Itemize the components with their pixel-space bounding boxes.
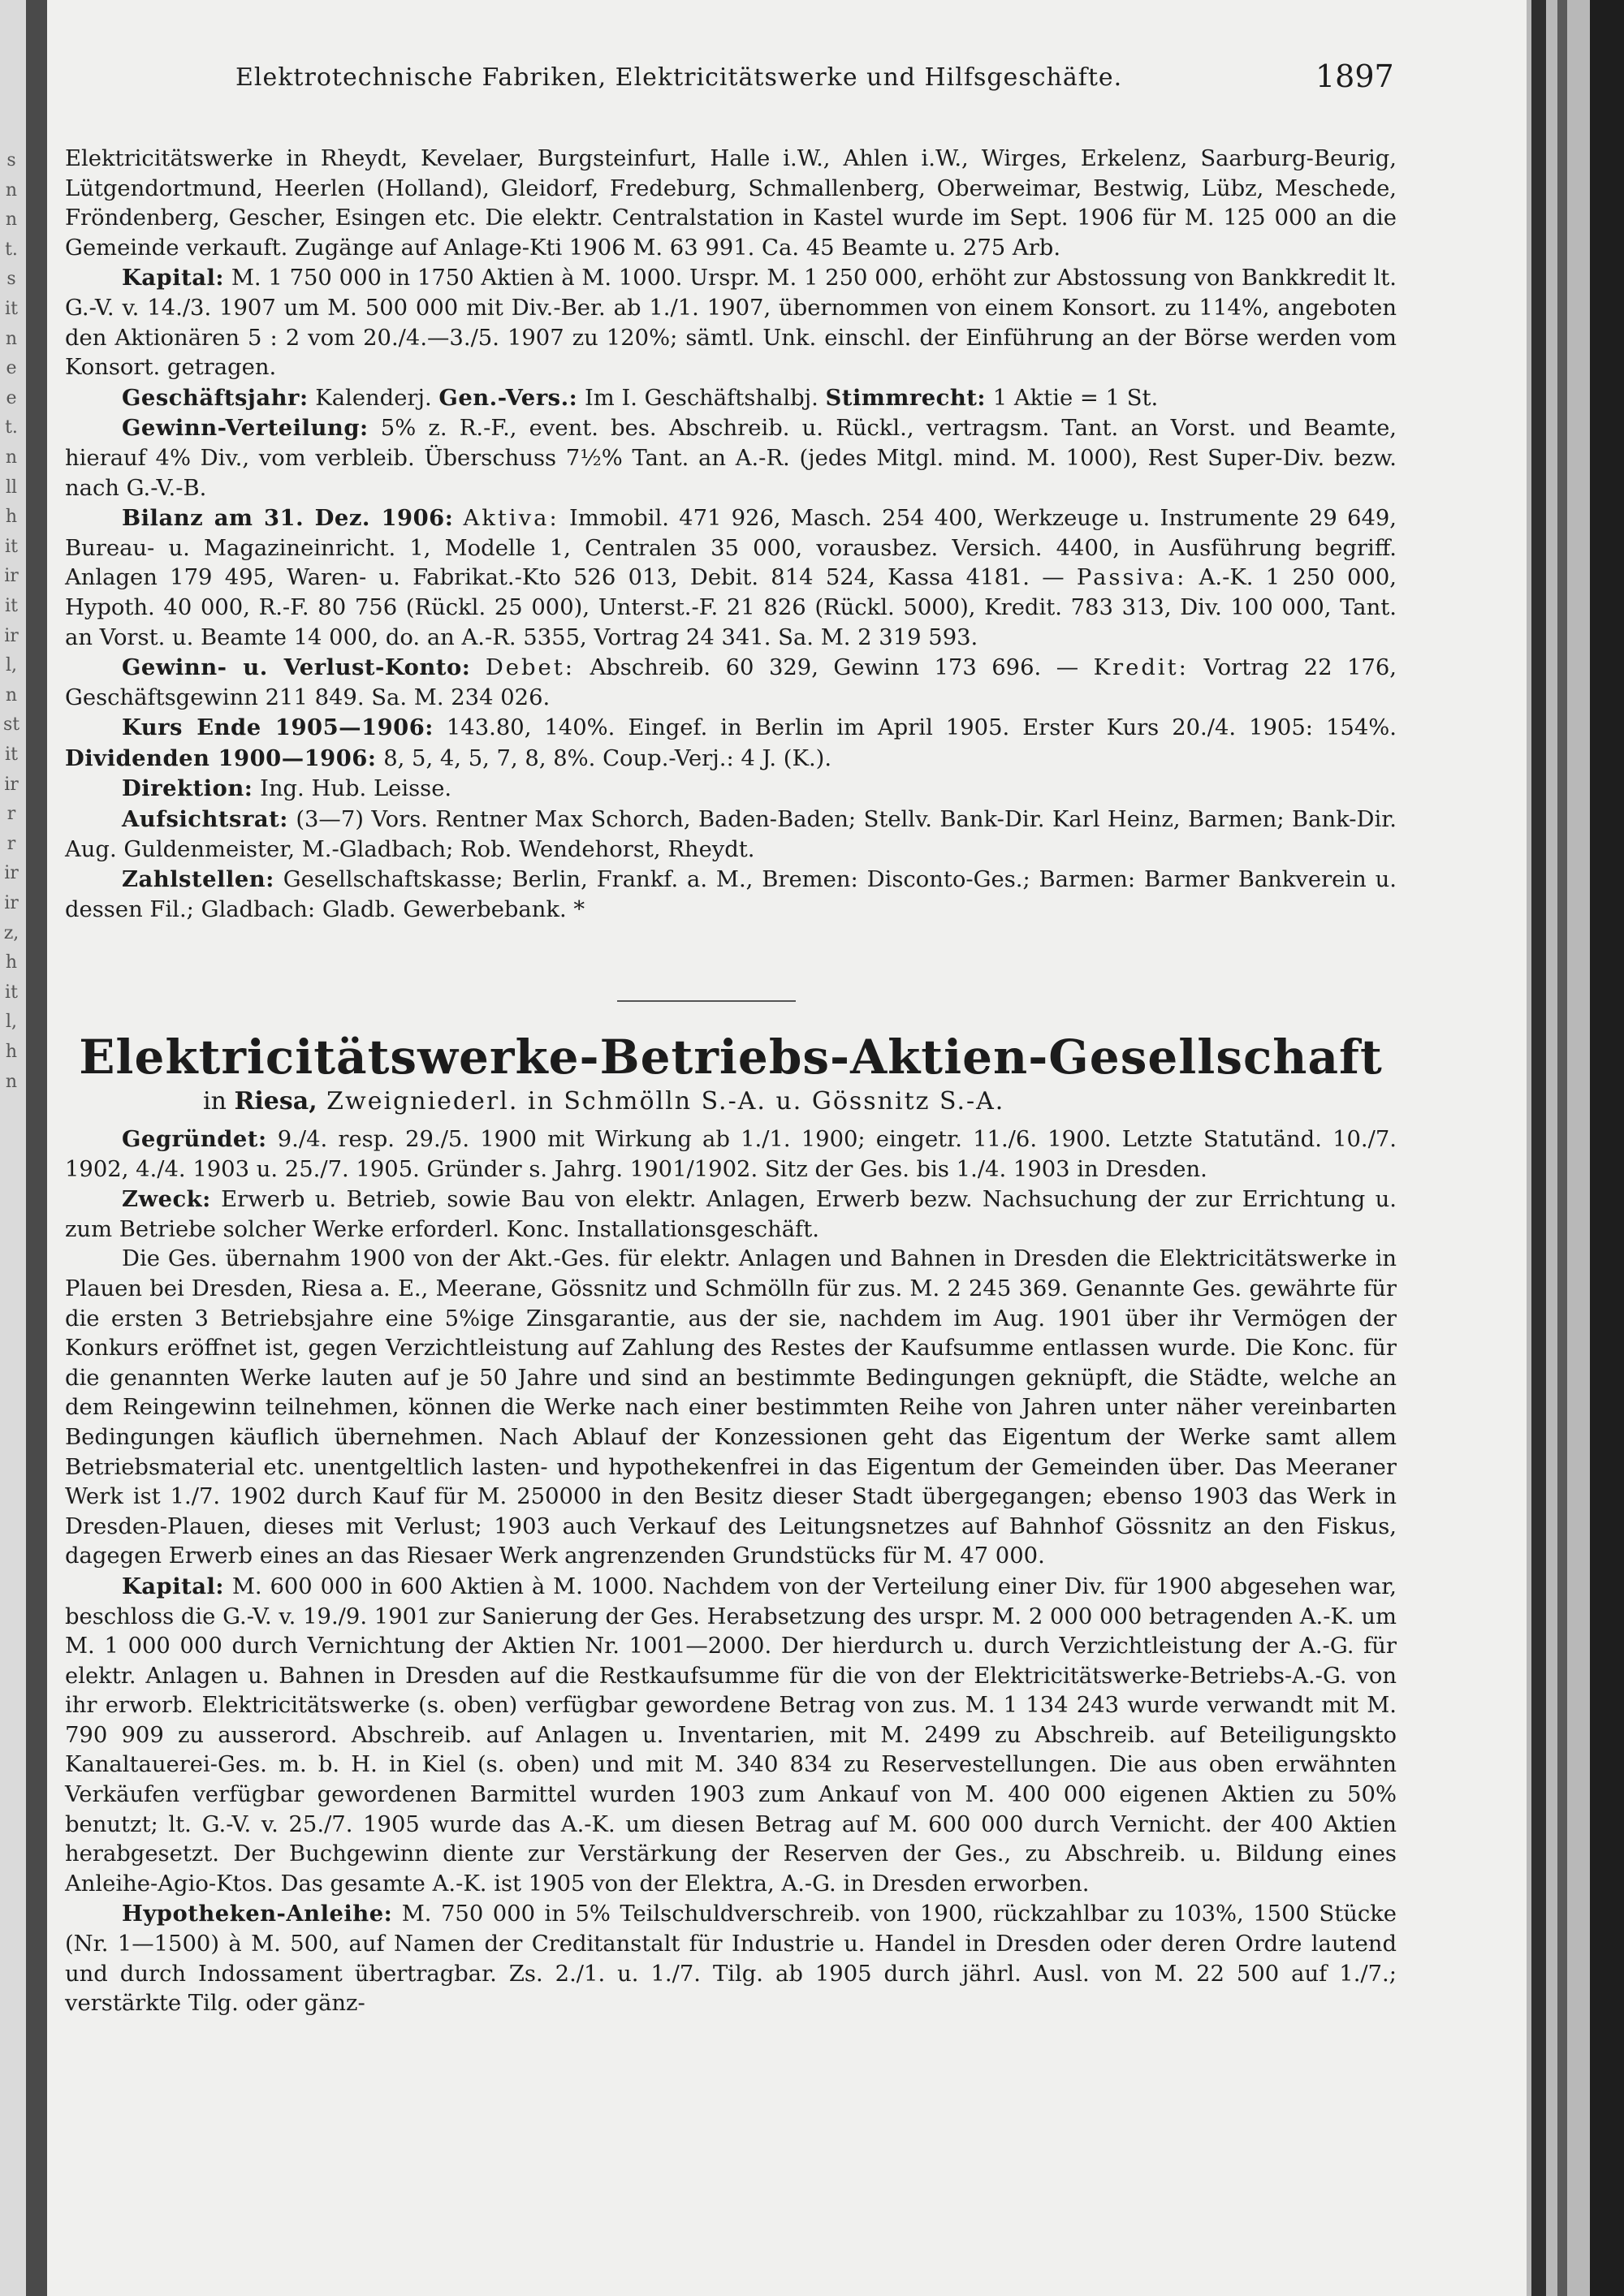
direktion-paragraph: Direktion: Ing. Hub. Leisse.: [122, 775, 452, 802]
facing-page-glyph: n: [5, 209, 18, 231]
facing-page-glyph: ir: [4, 625, 19, 646]
facing-page-glyph: ir: [4, 893, 19, 913]
kapital-paragraph: Kapital: M. 600 000 in 600 Aktien à M. 1000. Nachdem von der Verteilung einer Div. für 1900 abgesehen war, beschloss die G.-V. v. 19./9. 1901 zur Sanierung der Ges. Herabsetzung des urspr. M. 2 000 000 betragenden A.-K. um M. 1 000 000 durch Vernichtung der Aktien Nr. 1001—2000. Der hierdurch u. durch Verzichtleistung der A.-G. für elektr. Anlagen u. Bahnen in Dresden auf die Restkaufsumme für die von der Elektricitätswerke-Betriebs-A.-G. von ihr erworb. Elektricitätswerke (s. oben) verfügbar gewordene Betrag von zus. M. 1 134 243 wurde verwandt mit M. 790 909 zu ausserord. Abschreib. auf Anlagen u. Inventarien, mit M. 2499 zu Abschreib. auf Beteiligungskto Kanaltauerei-Ges. m. b. H. in Kiel (s. oben) und mit M. 340 834 zu Reservestellungen. Die aus oben erwähnten Verkäufen verfügbar gewordenen Barmittel wurden 1903 zum Ankauf von M. 400 000 eigenen Aktien zu 50% benutzt; lt. G.-V. v. 25./7. 1905 wurde das A.-K. um diesen Betrag auf M. 600 000 durch Vernicht. der 400 Aktien herabgesetzt. Der Buchgewinn diente zur Verstärkung der Reserven der Ges., zu Abschreib. u. Bildung eines Anleihe-Agio-Ktos. Das gesamte A.-K. ist 1905 von der Elektra, A.-G. in Dresden erworben.: [65, 1573, 1397, 1897]
facing-page-glyph: st: [3, 714, 20, 736]
facing-page-glyph: t.: [5, 417, 18, 438]
facing-page-glyph: it: [5, 536, 18, 557]
company-seat: Riesa,: [234, 1087, 317, 1116]
zahlstellen-paragraph: Zahlstellen: Gesellschaftskasse; Berlin, Frankf. a. M., Bremen: Disconto-Ges.; Barmen: Barmer Bankverein u. dessen Fil.; Gladbach: Gladb. Gewerbebank. *: [65, 866, 1397, 922]
facing-page-glyph: r: [6, 804, 16, 825]
facing-page-glyph: ir: [4, 566, 19, 587]
facing-page-glyph: h: [5, 1042, 18, 1062]
gewinn-verteilung-paragraph: Gewinn-Verteilung: 5% z. R.-F., event. bes. Abschreib. u. Rückl., vertragsm. Tant. an Vorst. und Beamte, hierauf 4% Div., vom verbleib. Überschuss 7½% Tant. an A.-R. (jedes Mitgl. mind. M. 1000), Rest Super-Div. bezw. nach G.-V.-B.: [65, 415, 1397, 501]
geschaeftsjahr-paragraph: Geschäftsjahr: Kalenderj. Gen.-Vers.: Im I. Geschäftshalbj. Stimmrecht: 1 Aktie = 1 St.: [122, 384, 1159, 411]
gegruendet-paragraph: Gegründet: 9./4. resp. 29./5. 1900 mit Wirkung ab 1./1. 1900; eingetr. 11./6. 1900. Letzte Statutänd. 10./7. 1902, 4./4. 1903 u. 25./7. 1905. Gründer s. Jahrg. 1901/1902. Sitz der Ges. bis 1./4. 1903 in Dresden.: [65, 1126, 1397, 1182]
scan-left-edge: [0, 0, 45, 2296]
facing-page-glyph: t.: [5, 239, 18, 260]
facing-page-glyph: ir: [4, 863, 19, 884]
facing-page-glyph: l,: [5, 1012, 18, 1033]
facing-page-glyph: ir: [4, 774, 19, 795]
history-paragraph: Die Ges. übernahm 1900 von der Akt.-Ges. für elektr. Anlagen und Bahnen in Dresden die Elektricitätswerke in Plauen bei Dresden, Riesa a. E., Meerane, Gössnitz und Schmölln für zus. M. 2 245 369. Genannte Ges. gewährte für die ersten 3 Betriebsjahre eine 5%ige Zinsgarantie, aus der sie, nachdem im Aug. 1901 über ihr Vermögen der Konkurs eröffnet ist, gegen Verzichtleistung auf Zahlung des Restes der Kaufsumme entlassen wurde. Die Konc. für die genannten Werke lauten auf je 50 Jahre und sind an bestimmte Bedingungen geknüpft, die Städte, welche an dem Reingewinn teilnehmen, können die Werke nach einer bestimmten Reihe von Jahren unter näher vereinbarten Bedingungen käuflich übernehmen. Nach Ablauf der Konzessionen geht das Eigentum der Werke samt allem Betriebsmaterial etc. unentgeltlich lasten- und hypothekenfrei in das Eigentum der Gemeinden über. Das Meeraner Werk ist 1./7. 1902 durch Kauf für M. 250000 in den Besitz dieser Stadt übergegangen; ebenso 1903 das Werk in Dresden-Plauen, dieses mit Verlust; 1903 auch Verkauf des Leitungsnetzes auf Bahnhof Gössnitz an den Fiskus, dagegen Erwerb eines an das Riesaer Werk angrenzenden Grundstücks für M. 47 000.: [65, 1246, 1397, 1569]
gewinn-verlust-paragraph: Gewinn- u. Verlust-Konto: Debet: Abschreib. 60 329, Gewinn 173 696. — Kredit: Vortrag 22 176, Geschäftsgewinn 211 849. Sa. M. 234 026.: [65, 654, 1397, 710]
facing-page-glyph: n: [5, 179, 18, 201]
facing-page-glyph: it: [5, 596, 18, 616]
facing-page-glyph: h: [5, 507, 18, 528]
facing-page-glyph: s: [6, 269, 16, 290]
company-subtitle: in Riesa, Zweigniederl. in Schmölln S.-A. u. Gössnitz S.-A.: [203, 1087, 1005, 1116]
company-title: Elektricitätswerke-Betriebs-Aktien-Gesellschaft: [79, 1029, 1383, 1085]
running-head: Elektrotechnische Fabriken, Elektricitätswerke und Hilfsgeschäfte.: [235, 63, 1123, 92]
kapital-label: Kapital:: [122, 265, 225, 291]
facing-page-glyph: it: [5, 744, 18, 765]
kapital-paragraph: Kapital: M. 1 750 000 in 1750 Aktien à M. 1000. Urspr. M. 1 250 000, erhöht zur Abstossung von Bankkredit lt. G.-V. v. 14./3. 1907 um M. 500 000 mit Div.-Ber. ab 1./1. 1907, übernommen von einem Konsort. zu 114%, angeboten den Aktionären 5 : 2 vom 20./4.—3./5. 1907 zu 120%; sämtl. Unk. einschl. der Einführung an der Börse werden vom Konsort. getragen.: [65, 265, 1397, 381]
plants-paragraph: Elektricitätswerke in Rheydt, Kevelaer, Burgsteinfurt, Halle i.W., Ahlen i.W., Wirges, Erkelenz, Saarburg-Beurig, Lütgendortmund, Heerlen (Holland), Gleidorf, Fredeburg, Schmallenberg, Oberweimar, Bestwig, Lübz, Meschede, Fröndenberg, Gescher, Esingen etc. Die elektr. Centralstation in Kastel wurde im Sept. 1906 für M. 125 000 an die Gemeinde verkauft. Zugänge auf Anlage-Kti 1906 M. 63 991. Ca. 45 Beamte u. 275 Arb.: [65, 146, 1397, 261]
hypotheken-paragraph: Hypotheken-Anleihe: M. 750 000 in 5% Teilschuldverschreib. von 1900, rückzahlbar zu 103%, 1500 Stücke (Nr. 1—1500) à M. 500, auf Namen der Creditanstalt für Industrie u. Handel in Dresden oder deren Ordre lautend und durch Indossament übertragbar. Zs. 2./1. u. 1./7. Tilg. ab 1905 durch jährl. Ausl. von M. 22 500 auf 1./7.; verstärkte Tilg. oder gänz-: [65, 1901, 1397, 2017]
facing-page-glyph: ll: [5, 477, 18, 498]
facing-page-glyph: h: [5, 952, 18, 973]
facing-page-glyph: z,: [3, 922, 19, 943]
facing-page-glyph: n: [5, 447, 18, 468]
zweck-paragraph: Zweck: Erwerb u. Betrieb, sowie Bau von elektr. Anlagen, Erwerb bezw. Nachsuchung der zur Errichtung u. zum Betriebe solcher Werke erforderl. Konc. Installationsgeschäft.: [65, 1186, 1397, 1242]
facing-page-glyph: n: [5, 684, 18, 706]
aufsichtsrat-paragraph: Aufsichtsrat: (3—7) Vors. Rentner Max Schorch, Baden-Baden; Stellv. Bank-Dir. Karl Heinz, Barmen; Bank-Dir. Aug. Guldenmeister, M.-Gladbach; Rob. Wendehorst, Rheydt.: [65, 806, 1397, 862]
facing-page-glyph: it: [5, 982, 18, 1003]
section-divider: [617, 1000, 796, 1002]
entry-rheydt: [65, 145, 1397, 925]
page-number: 1897: [1315, 58, 1394, 94]
facing-page-glyph: r: [6, 833, 16, 854]
facing-page-glyph: s: [6, 150, 16, 170]
facing-page-glyph: e: [6, 358, 17, 379]
binding-shadow: [26, 0, 47, 2296]
facing-page-glyph: l,: [5, 655, 18, 676]
scan-right-gutter: [1527, 0, 1624, 2296]
entry-riesa: [65, 1124, 1397, 2019]
facing-page-glyph: e: [6, 387, 17, 408]
bilanz-paragraph: Bilanz am 31. Dez. 1906: Aktiva: Immobil. 471 926, Masch. 254 400, Werkzeuge u. Instrumente 29 649, Bureau- u. Magazineinricht. 1, Modelle 1, Centralen 35 000, vorausbez. Versich. 4400, in Ausführung begriff. Anlagen 179 495, Waren- u. Fabrikat.-Kto 526 013, Debit. 814 524, Kassa 4181. — Passiva: A.-K. 1 250 000, Hypoth. 40 000, R.-F. 80 756 (Rückl. 25 000), Unterst.-F. 21 826 (Rückl. 5000), Kredit. 783 313, Div. 100 000, Tant. an Vorst. u. Beamte 14 000, do. an A.-R. 5355, Vortrag 24 341. Sa. M. 2 319 593.: [65, 505, 1397, 650]
facing-page-glyph: n: [5, 1071, 18, 1092]
kurs-paragraph: Kurs Ende 1905—1906: 143.80, 140%. Eingef. in Berlin im April 1905. Erster Kurs 20./4. 1905: 154%. Dividenden 1900—1906: 8, 5, 4, 5, 7, 8, 8%. Coup.-Verj.: 4 J. (K.).: [65, 714, 1397, 771]
facing-page-glyph: n: [5, 328, 18, 349]
facing-page-glyph: it: [5, 299, 18, 319]
